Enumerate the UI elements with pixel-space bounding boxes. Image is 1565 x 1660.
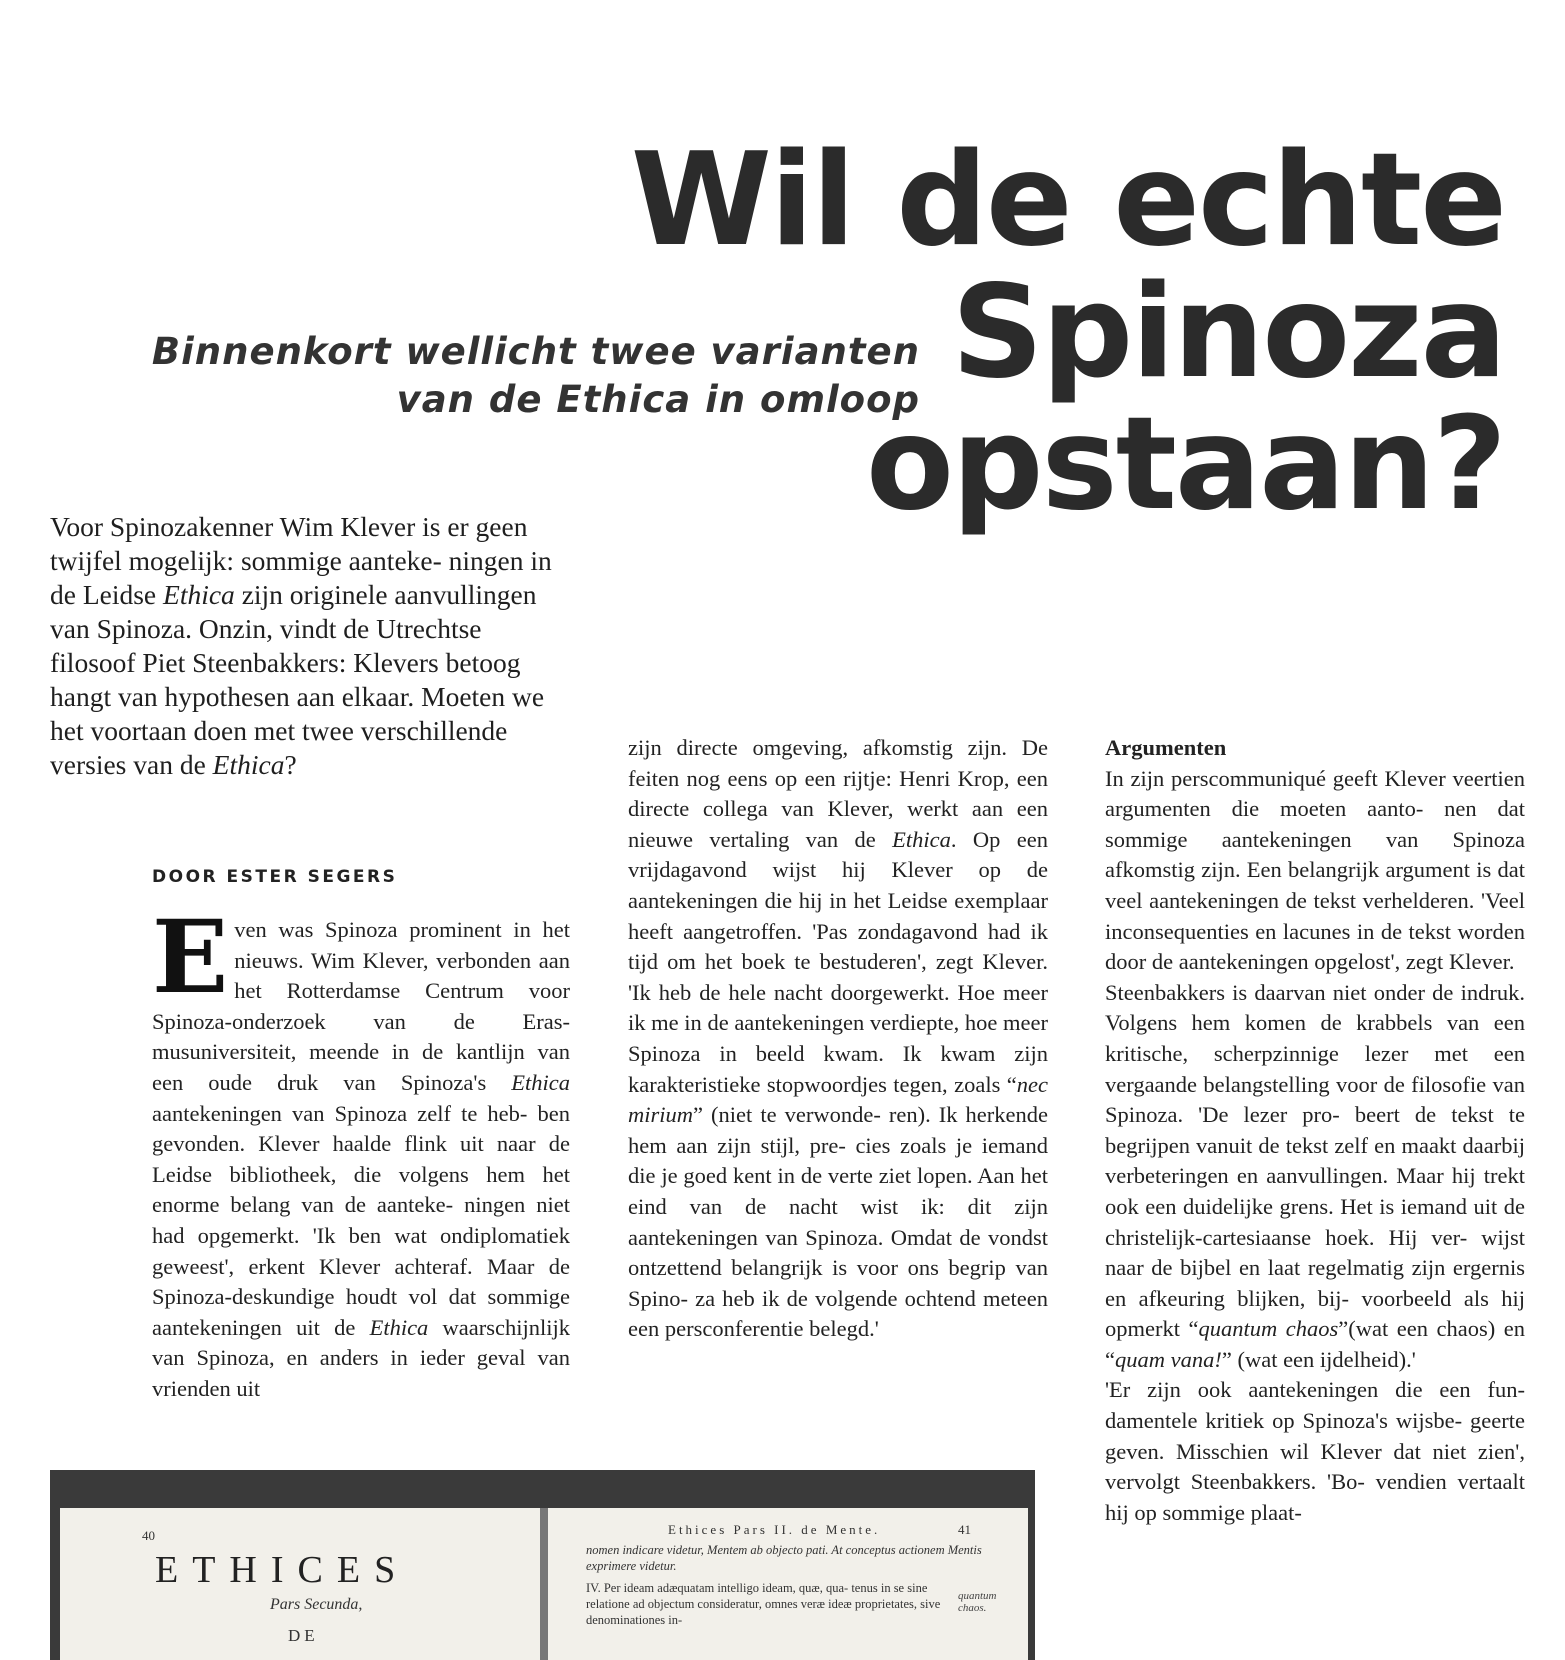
column2-nec-mirium: nec mirium — [628, 1071, 1048, 1128]
column3-text-b: Steenbakkers is daarvan niet onder de indruk. Volgens hem komen de krabbels van een kritische, scherpzinnige lezer met een vergaande belangstelling voor de filosofie van Spinoza. 'De lezer pro- beert de tekst te begrijpen vanuit de tekst zelf en maakt daarbij verbeteringen en aanvullingen. Maar hij trekt ook een duidelijke grens. Het is iemand uit de christelijk-cartesiaanse hoek. Hij ver- wijst naar de bijbel en laat regelmatig zijn ergernis en afkeuring blijken, bij- voorbeeld als hij opmerkt “ — [1105, 979, 1525, 1342]
subtitle-line-1: Binnenkort wellicht twee varianten — [151, 330, 920, 373]
book-title: ETHICES — [155, 1549, 410, 1591]
book-left-page — [60, 1508, 540, 1660]
book-right-page — [548, 1508, 1028, 1660]
headline-line-2: Spinoza — [951, 258, 1505, 407]
book-spine — [540, 1508, 548, 1660]
subtitle — [80, 328, 920, 424]
article-column-1 — [152, 898, 570, 1405]
right-page-number: 41 — [958, 1522, 971, 1537]
right-page-header: Ethices Pars II. de Mente. — [668, 1522, 881, 1537]
column3-text-b3: ” (wat een ijdelheid).' — [1221, 1346, 1416, 1372]
book-pars: Pars Secunda, — [270, 1596, 363, 1613]
right-page-text — [586, 1542, 986, 1628]
column3-quantum-chaos: quantum chaos — [1198, 1316, 1339, 1342]
column3-text-b2: ”(wat een chaos) en “ — [1105, 1316, 1526, 1372]
lead-paragraph — [50, 510, 570, 782]
column1-text-c: waarschijnlijk van Spinoza, en anders in ieder geval van vrienden uit — [152, 1314, 570, 1401]
column2-text-b: . Op een vrijdagavond wijst hij Klever op de aantekeningen die hij in het Leidse exemplaar heeft aangetroffen. 'Pas zondagavond had ik tijd om het boek te bestuderen', zegt Klever. 'Ik heb de hele nacht doorgewerkt. Hoe meer ik me in de aantekeningen verdiepte, hoe meer Spinoza in beeld kwam. Ik kwam zijn karakteristieke stopwoordjes tegen, zoals “ — [628, 826, 1048, 1097]
headline-line-3: opstaan? — [865, 390, 1505, 539]
drop-cap: E — [152, 898, 229, 1016]
subtitle-line-2: van de Ethica in omloop — [396, 378, 920, 421]
left-page-number: 40 — [142, 1528, 155, 1543]
section-heading: Argumenten — [1105, 735, 1227, 760]
book-de: DE — [288, 1626, 319, 1645]
lead-text-2: zijn originele aanvullingen van Spinoza. Onzin, vindt de Utrechtse filosoof Piet Steenbakkers: Klevers betoog hangt van hypothesen aan elkaar. Moeten we het voortaan doen met twee verschillende versies van de — [50, 579, 545, 780]
column1-ethica-2: Ethica — [369, 1314, 429, 1340]
lead-ethica-2: Ethica — [212, 749, 285, 780]
column3-paragraph-c: 'Er zijn ook aantekeningen die een fun- damentele kritiek op Spinoza's wijsbe- geerte geven. Misschien wil Klever dat niet zien', vervolgt Steenbakkers. 'Bo- vendien vertaalt hij op sommige plaat- — [1105, 1377, 1525, 1525]
column3-quam-vana: quam vana! — [1115, 1346, 1222, 1372]
right-page-line-2: IV. Per ideam adæquatam intelligo ideam, quæ, qua- tenus in se sine relatione ad objectum consideratur, omnes veræ ideæ proprietates, sive denominationes in- — [586, 1581, 941, 1627]
article-column-2 — [628, 733, 1048, 1345]
right-page-line-1: nomen indicare videtur, Mentem ab objecto pati. At conceptus actionem Mentis exprimere videtur. — [586, 1543, 982, 1573]
margin-annotation: quantum chaos. — [958, 1590, 997, 1614]
column1-ethica-1: Ethica — [511, 1069, 570, 1095]
byline: DOOR ESTER SEGERS — [152, 867, 398, 887]
article-column-3 — [1105, 733, 1525, 1528]
column2-text-a: zijn directe omgeving, afkomstig zijn. De feiten nog eens op een rijtje: Henri Krop, een directe collega van Klever, werkt aan een nieuwe vertaling van de — [628, 735, 1048, 852]
book-photo — [50, 1470, 1035, 1660]
column3-paragraph-a: In zijn perscommuniqué geeft Klever veertien argumenten die moeten aanto- nen dat sommige aantekeningen van Spinoza afkomstig zijn. Een belangrijk argument is dat veel aantekeningen de tekst verhelderen. 'Veel inconsequenties en lacunes in de tekst worden door de aantekeningen opgelost', zegt Klever. — [1105, 765, 1525, 975]
column2-text-c: ” (niet te verwonde- ren). Ik herkende hem aan zijn stijl, pre- cies zoals je iemand die je goed kent in de verte ziet lopen. Aan het eind van de nacht wist ik: dit zijn aantekeningen van Spinoza. Omdat de vondst ontzettend belangrijk is voor ons begrip van Spino- za heb ik de volgende ochtend meteen een persconferentie belegd.' — [628, 1102, 1048, 1342]
lead-ethica-1: Ethica — [163, 579, 235, 610]
lead-text-3: ? — [284, 749, 297, 780]
column1-text-b: aantekeningen van Spinoza zelf te heb- ben gevonden. Klever haalde flink uit naar de Leidse bibliotheek, die volgens hem het enorme belang van de aanteke- ningen niet had opgemerkt. 'Ik ben wat ondiplomatiek geweest', erkent Klever achteraf. Maar de Spinoza-deskundige houdt vol dat sommige aantekeningen uit de — [152, 1100, 570, 1340]
column2-ethica: Ethica — [892, 826, 951, 852]
lead-text-1: Voor Spinozakenner Wim Klever is er geen twijfel mogelijk: sommige aanteke- ningen in de Leidse — [50, 511, 552, 610]
column3-paragraph-b — [1105, 978, 1525, 1376]
column1-text-a: ven was Spinoza prominent in het nieuws. Wim Klever, verbonden aan het Rotterdamse Centrum voor Spinoza-onderzoek van de Eras- musuniversiteit, meende in de kantlijn van een oude druk van Spinoza's — [152, 917, 570, 1095]
headline-line-1: Wil de echte — [630, 126, 1505, 275]
